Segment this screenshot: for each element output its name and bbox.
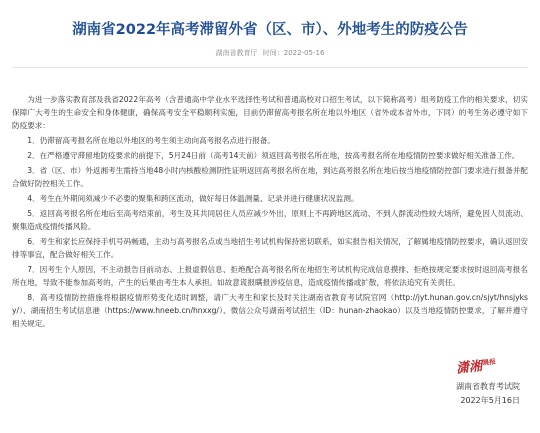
requirement-6: 6．考生和家长应保持手机号码畅通，主动与高考报名点或当地招生考试机构保持密切联系，如实报告相关情况，了解属地疫情防控要求，确认返回安排等事宜，配合做好相关工作。 [12, 237, 528, 259]
signature-org: 湖南省教育考试院 [456, 382, 520, 391]
time-label: 时间： [262, 49, 284, 57]
requirement-5: 5．返回高考报名所在地后至高考结束前，考生及其共同居住人员应减少外出，原则上不再跨地区流动、不到人群流动性较大场所，避免因人员流动、聚集造成疫情传播风险。 [12, 209, 528, 231]
requirement-7: 7．因考生个人原因，不主动报告目前动态、上报虚假信息、拒绝配合高考报名所在地招生考试机构完成信息摸排、拒绝按规定要求按时返回高考报名所在地，导致不能参加高考的，产生的后果由考生本人承担。如故意谎报瞒报涉疫信息，造成疫情传播或扩散，将依法追究有关责任。 [12, 265, 528, 287]
title-divider [12, 67, 528, 68]
publish-time: 2022-05-16 [283, 49, 325, 57]
intro-paragraph: 为进一步落实教育部及我省2022年高考（含普通高中学业水平选择性考试和普通高校对口招生考试，以下简称高考）组考防疫工作的相关要求，切实保障广大考生的生命安全和身体健康，确保高考安全平稳顺利实施，目前仍滞留高考报名所在地以外地区（省外或本省外市，下同）的考生务必遵守如下防疫要求： [12, 95, 528, 130]
watermark-main-text: 潇湘 [455, 359, 483, 377]
requirement-8: 8．高考疫情防控措施将根据疫情形势变化适时调整，请广大考生和家长及时关注湖南省教育考试院官网（http://jyt.hunan.gov.cn/sjyt/hnsjyksy/）、湖南招生考试信息港（https://www.hneeb.cn/hnxxg/）、微信公众号湖南考试招生（ID：hunan-zhaokao）以及当地疫情防控要求，了解并遵守相关规定。 [12, 293, 528, 328]
watermark-small-text: 晨报 [482, 357, 497, 367]
requirement-4: 4．考生在外期间须减少不必要的聚集和跨区流动，做好每日体温测量、记录并进行健康状况监测。 [27, 194, 359, 203]
article-source: 湖南省教育厅 [215, 49, 258, 57]
article-meta [12, 48, 528, 58]
signature-block [456, 380, 520, 408]
signature-date: 2022年5月16日 [460, 396, 520, 405]
requirement-3: 3．省（区、市）外返湘考生需持当地48小时内核酸检测阴性证明返回高考报名所在地，到达高考报名所在地后按当地疫情防控部门要求进行报备并配合做好防控相关工作。 [12, 166, 528, 188]
requirement-1: 1．仍滞留高考报名所在地以外地区的考生须主动向高考报名点进行报备。 [27, 136, 276, 145]
article-body [12, 93, 528, 330]
requirement-2: 2．在严格遵守滞留地防疫要求的前提下，5月24日前（高考14天前）须返回高考报名所在地，按高考报名所在地疫情防控要求做好相关准备工作。 [27, 151, 520, 160]
page-title: 湖南省2022年高考滞留外省（区、市）、外地考生的防疫公告 [72, 22, 468, 38]
newspaper-watermark-logo [455, 352, 509, 379]
